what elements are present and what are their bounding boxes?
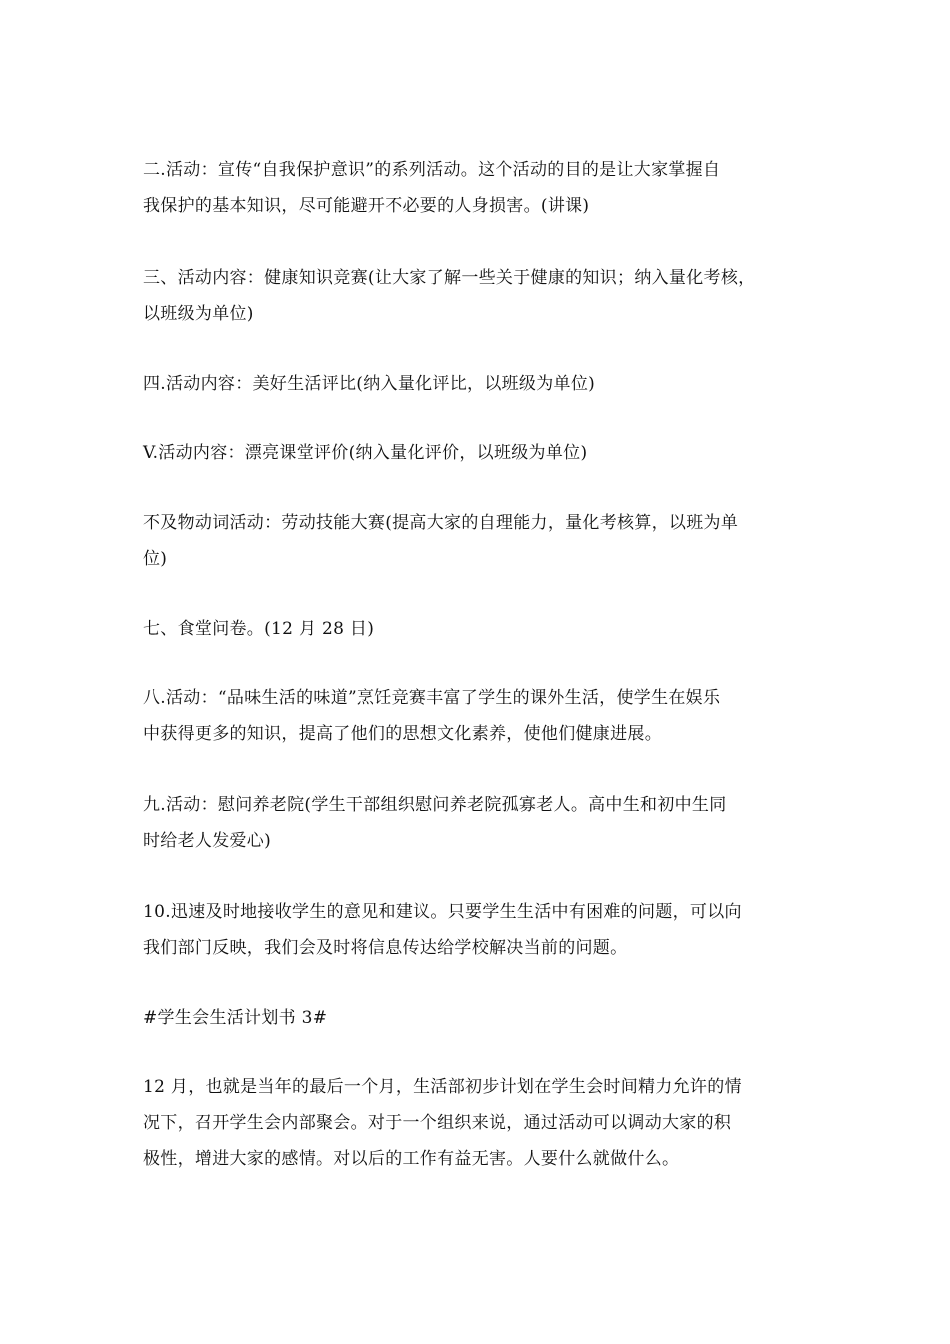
text-line: 12 月，也就是当年的最后一个月，生活部初步计划在学生会时间精力允许的情	[143, 1077, 742, 1097]
text-line: 不及物动词活动：劳动技能大赛(提高大家的自理能力，量化考核算，以班为单	[143, 513, 739, 533]
text-line: 位)	[143, 549, 168, 569]
text-line: 七、食堂问卷。(12 月 28 日)	[143, 619, 375, 639]
paragraph-december-plan	[143, 1069, 815, 1177]
text-line: 三、活动内容：健康知识竞赛(让大家了解一些关于健康的知识；纳入量化考核，	[143, 268, 756, 288]
text-line: 我保护的基本知识，尽可能避开不必要的人身损害。(讲课)	[143, 196, 590, 216]
paragraph-activity-6	[143, 505, 815, 577]
text-line: 九.活动：慰问养老院(学生干部组织慰问养老院孤寡老人。高中生和初中生同	[143, 795, 727, 815]
paragraph-activity-5	[143, 435, 815, 471]
text-line: 况下，召开学生会内部聚会。对于一个组织来说，通过活动可以调动大家的积	[143, 1113, 732, 1133]
text-line: 四.活动内容：美好生活评比(纳入量化评比，以班级为单位)	[143, 374, 596, 394]
paragraph-activity-7	[143, 611, 815, 647]
text-line: #学生会生活计划书 3#	[143, 1008, 328, 1028]
paragraph-activity-10	[143, 894, 815, 966]
text-line: V.活动内容：漂亮课堂评价(纳入量化评价，以班级为单位)	[143, 443, 588, 463]
text-line: 八.活动：“品味生活的味道”烹饪竞赛丰富了学生的课外生活，使学生在娱乐	[143, 688, 721, 708]
text-line: 极性，增进大家的感情。对以后的工作有益无害。人要什么就做什么。	[143, 1149, 680, 1169]
paragraph-activity-4	[143, 366, 815, 402]
text-line: 中获得更多的知识，提高了他们的思想文化素养，使他们健康进展。	[143, 724, 662, 744]
text-line: 我们部门反映，我们会及时将信息传达给学校解决当前的问题。	[143, 938, 628, 958]
paragraph-activity-9	[143, 787, 815, 859]
paragraph-activity-2	[143, 152, 815, 224]
text-line: 二.活动：宣传“自我保护意识”的系列活动。这个活动的目的是让大家掌握自	[143, 160, 721, 180]
paragraph-activity-8	[143, 680, 815, 752]
text-line: 10.迅速及时地接收学生的意见和建议。只要学生生活中有困难的问题，可以向	[143, 902, 742, 922]
text-line: 以班级为单位)	[143, 304, 254, 324]
paragraph-activity-3	[143, 260, 815, 332]
text-line: 时给老人发爱心)	[143, 831, 272, 851]
section-heading	[143, 1000, 815, 1036]
